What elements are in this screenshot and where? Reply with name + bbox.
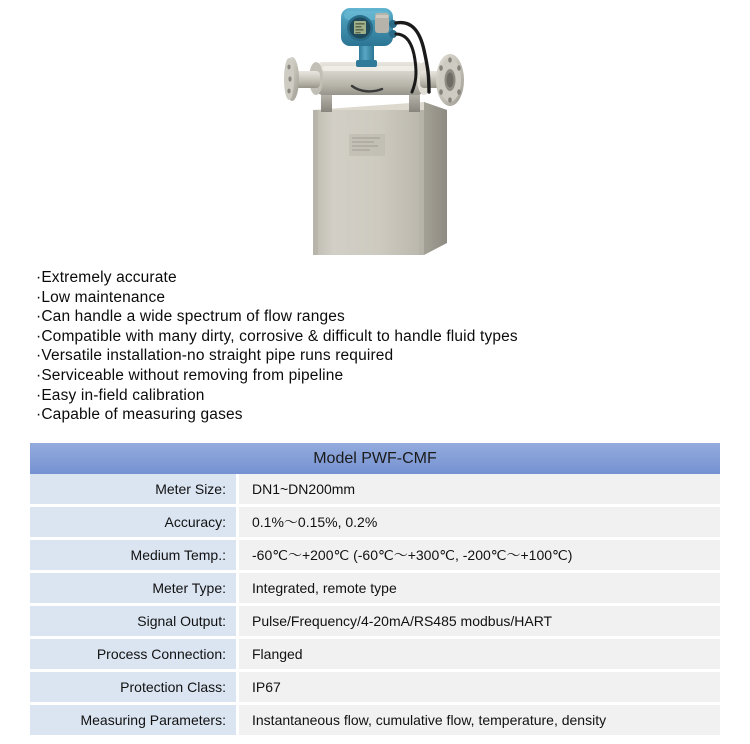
row-label: Meter Size: [30, 474, 236, 504]
enclosure-side-face [424, 102, 447, 255]
table-row [30, 507, 720, 537]
table-row [30, 705, 720, 735]
row-value: Integrated, remote type [239, 573, 720, 603]
row-label: Signal Output: [30, 606, 236, 636]
row-value: Pulse/Frequency/4-20mA/RS485 modbus/HART [239, 606, 720, 636]
row-label: Medium Temp.: [30, 540, 236, 570]
table-row [30, 573, 720, 603]
row-label: Accuracy: [30, 507, 236, 537]
row-value: Flanged [239, 639, 720, 669]
feature-item: ·Serviceable without removing from pipeline [36, 366, 344, 384]
feature-item: ·Easy in-field calibration [36, 386, 205, 404]
table-row [30, 606, 720, 636]
feature-item: ·Compatible with many dirty, corrosive & difficult to handle fluid types [36, 327, 518, 345]
enclosure-nameplate [349, 134, 385, 156]
product-image [0, 0, 750, 262]
row-value: IP67 [239, 672, 720, 702]
row-value: Instantaneous flow, cumulative flow, temperature, density [239, 705, 720, 735]
transmitter-housing [341, 8, 397, 46]
enclosure-front-face [313, 110, 424, 255]
table-row [30, 540, 720, 570]
flowmeter-illustration [0, 0, 750, 262]
row-value: 0.1%～0.15%, 0.2% [239, 507, 720, 537]
feature-item: ·Versatile installation-no straight pipe runs required [36, 347, 394, 365]
row-value: -60℃～+200℃ (-60℃～+300℃, -200℃～+100℃) [239, 540, 720, 570]
feature-item: ·Low maintenance [36, 288, 166, 306]
table-row [30, 474, 720, 504]
feature-item: ·Capable of measuring gases [36, 406, 243, 424]
specification-table [30, 443, 720, 735]
table-header-title: Model PWF-CMF [30, 443, 720, 474]
flange-right [436, 54, 464, 106]
row-label: Meter Type: [30, 573, 236, 603]
row-label: Process Connection: [30, 639, 236, 669]
row-label: Measuring Parameters: [30, 705, 236, 735]
feature-item: ·Extremely accurate [36, 269, 177, 286]
feature-item: ·Can handle a wide spectrum of flow ranges [36, 308, 345, 326]
table-row [30, 672, 720, 702]
table-header-row [30, 443, 720, 474]
table-row [30, 639, 720, 669]
row-value: DN1~DN200mm [239, 474, 720, 504]
row-label: Protection Class: [30, 672, 236, 702]
feature-list [36, 268, 656, 425]
flange-left [284, 57, 299, 101]
transmitter-neck-collar [356, 60, 377, 67]
